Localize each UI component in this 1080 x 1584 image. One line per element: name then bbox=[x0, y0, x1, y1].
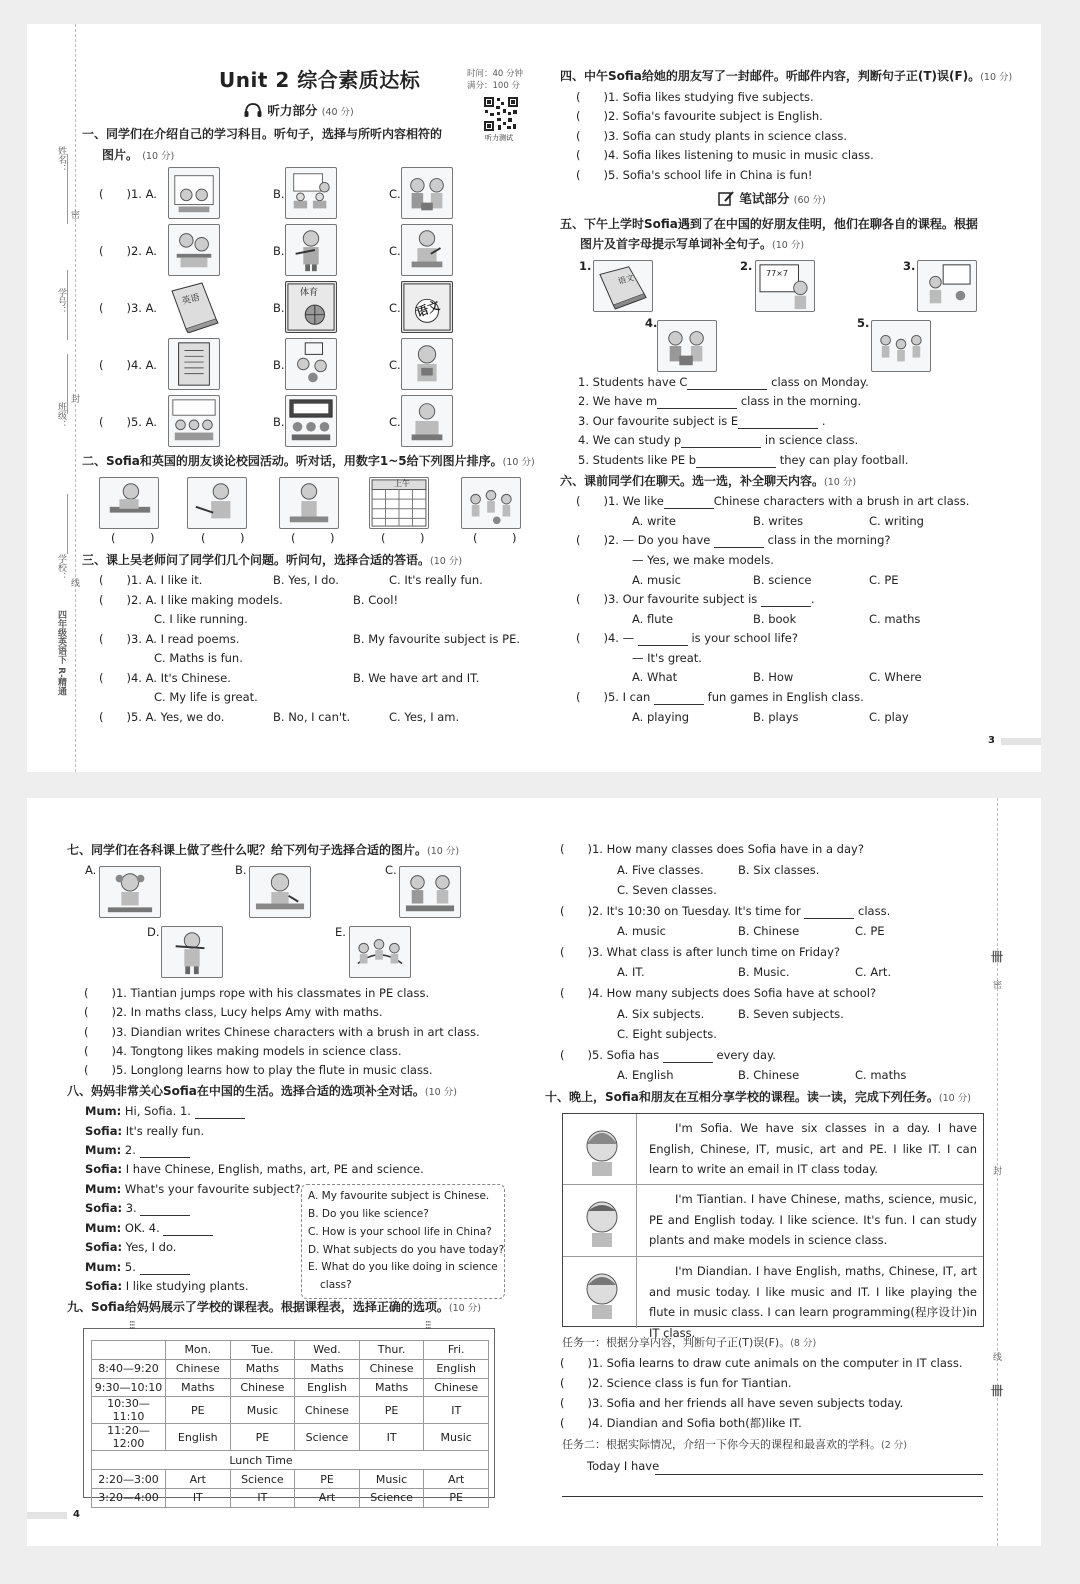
s3-q3[interactable]: ( )3. A. I read poems. bbox=[99, 632, 240, 646]
tt-day: Thur. bbox=[359, 1341, 424, 1360]
s6-q1-b: B. writes bbox=[753, 514, 804, 528]
section-5-title: 五、下午上学时Sofia遇到了在中国的好朋友佳明，他们在聊各自的课程。根据 bbox=[560, 217, 978, 231]
sofia-portrait bbox=[567, 1114, 637, 1185]
s6-q5[interactable]: ( )5. I can fun games in English class. bbox=[576, 690, 864, 704]
s3-q4[interactable]: ( )4. A. It's Chinese. bbox=[99, 671, 231, 685]
s3-q2-b: B. Cool! bbox=[353, 593, 399, 607]
s6-q4-line2: — It's great. bbox=[632, 651, 702, 665]
s3-q2[interactable]: ( )2. A. I like making models. bbox=[99, 593, 283, 607]
s1-r3-b-book[interactable]: 体育 bbox=[285, 281, 337, 333]
section-4-title: 四、中午Sofia给她的朋友写了一封邮件。听邮件内容，判断句子正(T)误(F)。(10 分) bbox=[560, 69, 1013, 83]
s1-r4-c-pic[interactable] bbox=[401, 338, 453, 390]
s8-line-1[interactable]: Mum: Hi, Sofia. 1. bbox=[85, 1105, 245, 1119]
s8-option-e: E. What do you like doing in science bbox=[308, 1261, 498, 1274]
timetable-row: 2:20—3:00 Art Science PE Music Art bbox=[92, 1470, 489, 1489]
task-2-answer-line-2[interactable] bbox=[562, 1496, 983, 1497]
time-label: 时间：40 分钟 bbox=[467, 69, 524, 79]
tt-day: Fri. bbox=[424, 1341, 489, 1360]
timetable-row: 11:20—12:00 English PE Science IT Music bbox=[92, 1424, 489, 1451]
s5-sentence-2[interactable]: 2. We have m class in the morning. bbox=[578, 394, 862, 408]
s5-pic-num-5: 5. bbox=[857, 316, 870, 330]
s8-line-3[interactable]: Mum: 2. bbox=[85, 1144, 190, 1158]
sidebar-number: 学号： bbox=[56, 288, 66, 315]
s5-pic-3[interactable] bbox=[917, 260, 977, 312]
s7-label-d: D. bbox=[147, 925, 160, 939]
s3-q5-b: B. No, I can't. bbox=[273, 710, 351, 724]
s8-line-10: Sofia: I like studying plants. bbox=[85, 1279, 249, 1293]
section-3-title: 三、课上吴老师问了同学们几个问题。听问句，选择合适的答语。(10 分) bbox=[82, 553, 463, 567]
sidebar-name: 姓名： bbox=[56, 146, 66, 173]
s8-line-9[interactable]: Mum: 5. bbox=[85, 1261, 190, 1275]
s9-q1-a: A. Five classes. bbox=[617, 863, 704, 877]
s6-q1-c: C. writing bbox=[869, 514, 924, 528]
pencil-icon bbox=[717, 190, 735, 209]
timetable-row: 10:30—11:10 PE Music Chinese PE IT bbox=[92, 1397, 489, 1424]
seal-mark-4-2: 封 bbox=[993, 1167, 1003, 1177]
s1-r3-a-book[interactable]: 英语 bbox=[168, 281, 220, 333]
s5-sentence-5[interactable]: 5. Students like PE b they can play football. bbox=[578, 453, 909, 467]
tt-day: Mon. bbox=[166, 1341, 231, 1360]
s9-q4[interactable]: ( )4. How many subjects does Sofia have at school? bbox=[560, 986, 877, 1000]
s2-answer-2[interactable]: ( ) bbox=[201, 531, 245, 545]
s6-q4[interactable]: ( )4. — is your school life? bbox=[576, 631, 798, 645]
s9-q1-c: C. Seven classes. bbox=[617, 883, 717, 897]
s1-r3-b-label: B. bbox=[273, 301, 285, 315]
s7-pic-d[interactable] bbox=[161, 926, 223, 978]
s9-q5-b: B. Chinese bbox=[738, 1068, 800, 1082]
s9-q3-a: A. IT. bbox=[617, 965, 645, 979]
s1-r4-a-pic[interactable] bbox=[168, 338, 220, 390]
binder-hole-icon-2: 卌 bbox=[991, 1384, 1004, 1398]
s7-item-1[interactable]: ( )1. Tiantian jumps rope with his classmates in PE class. bbox=[84, 986, 430, 1000]
qr-label: 听力测试 bbox=[485, 134, 513, 142]
s6-q4-b: B. How bbox=[753, 670, 794, 684]
task-1-title: 任务一：根据分享内容，判断句子正(T)误(F)。(8 分) bbox=[562, 1336, 817, 1349]
seal-mark-3: 线 bbox=[71, 579, 81, 589]
s1-r3-c-label: C. bbox=[389, 301, 401, 315]
score-label: 满分：100 分 bbox=[467, 81, 520, 91]
s1-row-5-answer[interactable]: ( )5. A. bbox=[99, 415, 157, 429]
s7-pic-e[interactable] bbox=[349, 926, 411, 978]
s8-line-8: Sofia: Yes, I do. bbox=[85, 1240, 177, 1254]
section-1-title-2: 图片。 (10 分) bbox=[102, 148, 175, 162]
s1-r5-b-label: B. bbox=[273, 415, 285, 429]
timetable bbox=[91, 1340, 489, 1508]
listening-header bbox=[243, 102, 354, 121]
s6-q2-line2: — Yes, we make models. bbox=[632, 553, 774, 567]
s7-label-e: E. bbox=[335, 925, 346, 939]
s5-sentence-1[interactable]: 1. Students have C class on Monday. bbox=[578, 375, 869, 389]
section-6-title: 六、课前同学们在聊天。选一选，补全聊天内容。(10 分) bbox=[560, 474, 857, 488]
section-1-title: 一、同学们在介绍自己的学习科目。听句子，选择与所听内容相符的 bbox=[82, 127, 443, 141]
diandian-portrait bbox=[567, 1257, 637, 1328]
seal-mark-1: 密 bbox=[71, 211, 81, 221]
s7-item-4[interactable]: ( )4. Tongtong likes making models in science class. bbox=[84, 1044, 402, 1058]
s6-q5-b: B. plays bbox=[753, 710, 799, 724]
s1-r2-a-pic[interactable] bbox=[168, 224, 220, 276]
s6-q3-b: B. book bbox=[753, 612, 797, 626]
reading-text-diandian: I'm Diandian. I have English, maths, Chinese, IT, art and music today. I like music and IT. I like playing the flute in music class. I can learn programming(程序设计)in IT class. bbox=[649, 1264, 977, 1340]
sidebar-school: 学校： bbox=[56, 554, 66, 581]
s6-q2-b: B. science bbox=[753, 573, 812, 587]
s9-q5-a: A. English bbox=[617, 1068, 674, 1082]
s5-pic-4[interactable] bbox=[657, 320, 717, 372]
s7-pic-a[interactable] bbox=[99, 866, 161, 918]
timetable-header-row bbox=[92, 1341, 489, 1360]
s9-q1-b: B. Six classes. bbox=[738, 863, 820, 877]
s8-line-5: Mum: What's your favourite subject? bbox=[85, 1182, 301, 1196]
s6-q1[interactable]: ( )1. We like Chinese characters with a brush in art class. bbox=[576, 494, 970, 508]
s5-pic-num-4: 4. bbox=[645, 316, 658, 330]
s3-q5[interactable]: ( )5. A. Yes, we do. bbox=[99, 710, 225, 724]
s3-q1[interactable]: ( )1. A. I like it. bbox=[99, 573, 203, 587]
s3-q4-c: C. My life is great. bbox=[154, 690, 258, 704]
s1-row-3-answer[interactable]: ( )3. A. bbox=[99, 301, 157, 315]
s6-q3-c: C. maths bbox=[869, 612, 921, 626]
s1-r2-c-pic[interactable] bbox=[401, 224, 453, 276]
s1-r2-b-label: B. bbox=[273, 244, 285, 258]
s5-sentence-4[interactable]: 4. We can study p in science class. bbox=[578, 433, 859, 447]
s7-item-3[interactable]: ( )3. Diandian writes Chinese characters with a brush in art class. bbox=[84, 1025, 480, 1039]
s8-option-c: C. How is your school life in China? bbox=[308, 1225, 492, 1238]
task-2-title: 任务二：根据实际情况，介绍一下你今天的课程和最喜欢的学科。(2 分) bbox=[562, 1438, 907, 1451]
s8-option-e-cont: class? bbox=[320, 1279, 352, 1292]
section-2-title: 二、Sofia和英国的朋友谈论校园活动。听对话，用数字1~5给下列图片排序。(10 分) bbox=[82, 454, 535, 468]
page-title: Unit 2 综合素质达标 bbox=[219, 68, 421, 92]
s4-item-1[interactable]: ( )1. Sofia likes studying five subjects. bbox=[576, 90, 814, 104]
s2-answer-4[interactable]: ( ) bbox=[381, 531, 425, 545]
reading-text-sofia: I'm Sofia. We have six classes in a day. I have English, Chinese, IT, music, art and PE. I like IT. I can learn to write an email in IT class today. bbox=[649, 1121, 977, 1176]
section-8-title: 八、妈妈非常关心Sofia在中国的生活。选择合适的选项补全对话。(10 分) bbox=[67, 1084, 457, 1098]
s9-q4-a: A. Six subjects. bbox=[617, 1007, 705, 1021]
s2-answer-5[interactable]: ( ) bbox=[473, 531, 517, 545]
s5-pic-1-book[interactable]: 语文 bbox=[593, 260, 653, 312]
task-2-answer-line-1[interactable] bbox=[655, 1474, 983, 1475]
reading-text-tiantian: I'm Tiantian. I have Chinese, maths, science, music, PE and English today. I like science. It's fun. I can study plants and make models in science class. bbox=[649, 1192, 977, 1247]
s8-option-b: B. Do you like science? bbox=[308, 1207, 429, 1220]
s1-r1-b-pic[interactable] bbox=[285, 167, 337, 219]
s2-answer-3[interactable]: ( ) bbox=[291, 531, 335, 545]
s9-q1[interactable]: ( )1. How many classes does Sofia have in a day? bbox=[560, 842, 864, 856]
headphones-icon bbox=[243, 102, 263, 121]
reading-row-tiantian bbox=[563, 1185, 983, 1257]
page-number-4: 4 bbox=[73, 1509, 80, 1520]
s1-r5-b-pic[interactable] bbox=[285, 395, 337, 447]
tt-day: Tue. bbox=[230, 1341, 295, 1360]
task-1-item-2[interactable]: ( )2. Science class is fun for Tiantian. bbox=[560, 1376, 792, 1390]
s8-options-box bbox=[301, 1184, 505, 1299]
s7-pic-c[interactable] bbox=[399, 866, 461, 918]
s6-q2[interactable]: ( )2. — Do you have class in the morning? bbox=[576, 533, 891, 547]
s9-q2[interactable]: ( )2. It's 10:30 on Tuesday. It's time for class. bbox=[560, 904, 891, 918]
s8-line-2: Sofia: It's really fun. bbox=[85, 1124, 205, 1138]
s3-q1-c: C. It's really fun. bbox=[389, 573, 483, 587]
timetable-row: 9:30—10:10 Maths Chinese English Maths Chinese bbox=[92, 1378, 489, 1397]
s4-item-4[interactable]: ( )4. Sofia likes listening to music in music class. bbox=[576, 148, 874, 162]
s9-q3-b: B. Music. bbox=[738, 965, 790, 979]
section-9-title: 九、Sofia给妈妈展示了学校的课程表。根据课程表，选择正确的选项。(10 分) bbox=[67, 1300, 481, 1314]
s3-q5-c: C. Yes, I am. bbox=[389, 710, 460, 724]
s4-item-5[interactable]: ( )5. Sofia's school life in China is fun! bbox=[576, 168, 813, 182]
sidebar-book: 四年级英语下 R-精通 bbox=[56, 610, 66, 696]
reading-box bbox=[562, 1113, 984, 1340]
page-3 bbox=[27, 24, 1041, 772]
s1-r1-c-pic[interactable] bbox=[401, 167, 453, 219]
task-1-item-1[interactable]: ( )1. Sofia learns to draw cute animals on the computer in IT class. bbox=[560, 1356, 963, 1370]
reading-row-sofia bbox=[563, 1114, 983, 1185]
qr-code[interactable] bbox=[483, 96, 519, 132]
reading-row-diandian bbox=[563, 1257, 983, 1340]
s1-r2-c-label: C. bbox=[389, 244, 401, 258]
s2-answer-1[interactable]: ( ) bbox=[111, 531, 155, 545]
s1-r2-b-pic[interactable] bbox=[285, 224, 337, 276]
s1-r4-c-label: C. bbox=[389, 358, 401, 372]
s7-item-5[interactable]: ( )5. Longlong learns how to play the flute in music class. bbox=[84, 1063, 433, 1077]
s1-r5-a-pic[interactable] bbox=[168, 395, 220, 447]
s9-q2-c: C. PE bbox=[855, 924, 885, 938]
s2-pic-5[interactable] bbox=[461, 477, 521, 529]
binder-ring-icon-2: ⫶⫶⫶ bbox=[425, 1319, 431, 1332]
seal-mark-4-3: 线 bbox=[993, 1353, 1003, 1363]
binder-hole-icon-1: 卌 bbox=[991, 950, 1004, 964]
s2-pic-2[interactable] bbox=[187, 477, 247, 529]
s9-q3[interactable]: ( )3. What class is after lunch time on Friday? bbox=[560, 945, 841, 959]
task-1-item-3[interactable]: ( )3. Sofia and her friends all have seven subjects today. bbox=[560, 1396, 904, 1410]
s3-q3-b: B. My favourite subject is PE. bbox=[353, 632, 521, 646]
s1-row-2-answer[interactable]: ( )2. A. bbox=[99, 244, 157, 258]
s8-line-7[interactable]: Mum: OK. 4. bbox=[85, 1222, 213, 1236]
s6-q5-c: C. play bbox=[869, 710, 909, 724]
s8-line-4: Sofia: I have Chinese, English, maths, art, PE and science. bbox=[85, 1162, 424, 1176]
s6-q4-a: A. What bbox=[632, 670, 678, 684]
binder-ring-icon-1: ⫶⫶⫶ bbox=[129, 1319, 135, 1332]
s9-q2-b: B. Chinese bbox=[738, 924, 800, 938]
s1-r3-c-book[interactable]: 语文 bbox=[401, 281, 453, 333]
s1-row-1-answer[interactable]: ( )1. A. bbox=[99, 187, 157, 201]
tt-day: Wed. bbox=[295, 1341, 360, 1360]
s5-pic-num-2: 2. bbox=[740, 259, 753, 273]
s7-label-c: C. bbox=[385, 863, 397, 877]
s1-r5-c-label: C. bbox=[389, 415, 401, 429]
s5-pic-2-board[interactable]: 77×7 bbox=[755, 260, 815, 312]
listening-points: (40 分) bbox=[321, 107, 354, 118]
s9-q2-a: A. music bbox=[617, 924, 666, 938]
s2-pic-1[interactable] bbox=[99, 477, 159, 529]
s2-pic-4-schedule[interactable]: 上午 bbox=[369, 477, 429, 529]
s6-q2-c: C. PE bbox=[869, 573, 899, 587]
s8-line-6[interactable]: Sofia: 3. bbox=[85, 1202, 190, 1216]
s5-pic-5[interactable] bbox=[871, 320, 931, 372]
task-1-item-4[interactable]: ( )4. Diandian and Sofia both(都)like IT. bbox=[560, 1416, 802, 1430]
s3-q2-c: C. I like running. bbox=[154, 612, 248, 626]
s8-option-d: D. What subjects do you have today? bbox=[308, 1243, 505, 1256]
s3-q3-c: C. Maths is fun. bbox=[154, 651, 243, 665]
seal-mark-4-1: 密 bbox=[993, 981, 1003, 991]
page-4 bbox=[27, 798, 1041, 1546]
s9-q3-c: C. Art. bbox=[855, 965, 892, 979]
listening-title: 听力部分 bbox=[267, 103, 318, 118]
section-10-title: 十、晚上，Sofia和朋友在互相分享学校的课程。读一读，完成下列任务。(10 分) bbox=[545, 1090, 971, 1104]
s1-r5-c-pic[interactable] bbox=[401, 395, 453, 447]
tiantian-portrait bbox=[567, 1185, 637, 1257]
s1-r4-b-label: B. bbox=[273, 358, 285, 372]
s6-q5-a: A. playing bbox=[632, 710, 690, 724]
s7-label-a: A. bbox=[85, 863, 97, 877]
sidebar-class: 班级： bbox=[56, 402, 66, 429]
s2-pic-3[interactable] bbox=[279, 477, 339, 529]
s7-item-2[interactable]: ( )2. In maths class, Lucy helps Amy with maths. bbox=[84, 1005, 383, 1019]
s6-q4-c: C. Where bbox=[869, 670, 922, 684]
timetable-row: 3:20—4:00 IT IT Art Science PE bbox=[92, 1488, 489, 1507]
seal-mark-2: 封 bbox=[71, 395, 81, 405]
s1-r1-a-pic[interactable] bbox=[168, 167, 220, 219]
s1-row-4-answer[interactable]: ( )4. A. bbox=[99, 358, 157, 372]
s1-r1-b-label: B. bbox=[273, 187, 285, 201]
s9-q5[interactable]: ( )5. Sofia has every day. bbox=[560, 1048, 776, 1062]
s1-r1-c-label: C. bbox=[389, 187, 401, 201]
s5-pic-num-1: 1. bbox=[579, 259, 592, 273]
s5-sentence-3[interactable]: 3. Our favourite subject is E . bbox=[578, 414, 826, 428]
s7-pic-b[interactable] bbox=[249, 866, 311, 918]
s1-r4-b-pic[interactable] bbox=[285, 338, 337, 390]
s7-label-b: B. bbox=[235, 863, 247, 877]
s3-q4-b: B. We have art and IT. bbox=[353, 671, 480, 685]
s6-q3[interactable]: ( )3. Our favourite subject is . bbox=[576, 592, 815, 606]
timetable-lunch-row: Lunch Time bbox=[92, 1451, 489, 1470]
page-number-3: 3 bbox=[988, 735, 995, 746]
writing-header: 笔试部分 (60 分) bbox=[717, 190, 826, 209]
s4-item-3[interactable]: ( )3. Sofia can study plants in science class. bbox=[576, 129, 848, 143]
s8-option-a: A. My favourite subject is Chinese. bbox=[308, 1190, 490, 1202]
s6-q2-a: A. music bbox=[632, 573, 681, 587]
section-7-title: 七、同学们在各科课上做了些什么呢？给下列句子选择合适的图片。(10 分) bbox=[67, 843, 460, 857]
s4-item-2[interactable]: ( )2. Sofia's favourite subject is English. bbox=[576, 109, 823, 123]
s9-q5-c: C. maths bbox=[855, 1068, 907, 1082]
section-5-title-2: 图片及首字母提示写单词补全句子。(10 分) bbox=[580, 237, 805, 251]
s6-q1-a: A. write bbox=[632, 514, 676, 528]
s3-q1-b: B. Yes, I do. bbox=[273, 573, 339, 587]
s6-q3-a: A. flute bbox=[632, 612, 674, 626]
s9-q4-b: B. Seven subjects. bbox=[738, 1007, 844, 1021]
timetable-row: 8:40—9:20 Chinese Maths Maths Chinese English bbox=[92, 1359, 489, 1378]
s5-pic-num-3: 3. bbox=[903, 259, 916, 273]
s9-q4-c: C. Eight subjects. bbox=[617, 1027, 717, 1041]
task-2-prompt: Today I have bbox=[587, 1459, 660, 1473]
